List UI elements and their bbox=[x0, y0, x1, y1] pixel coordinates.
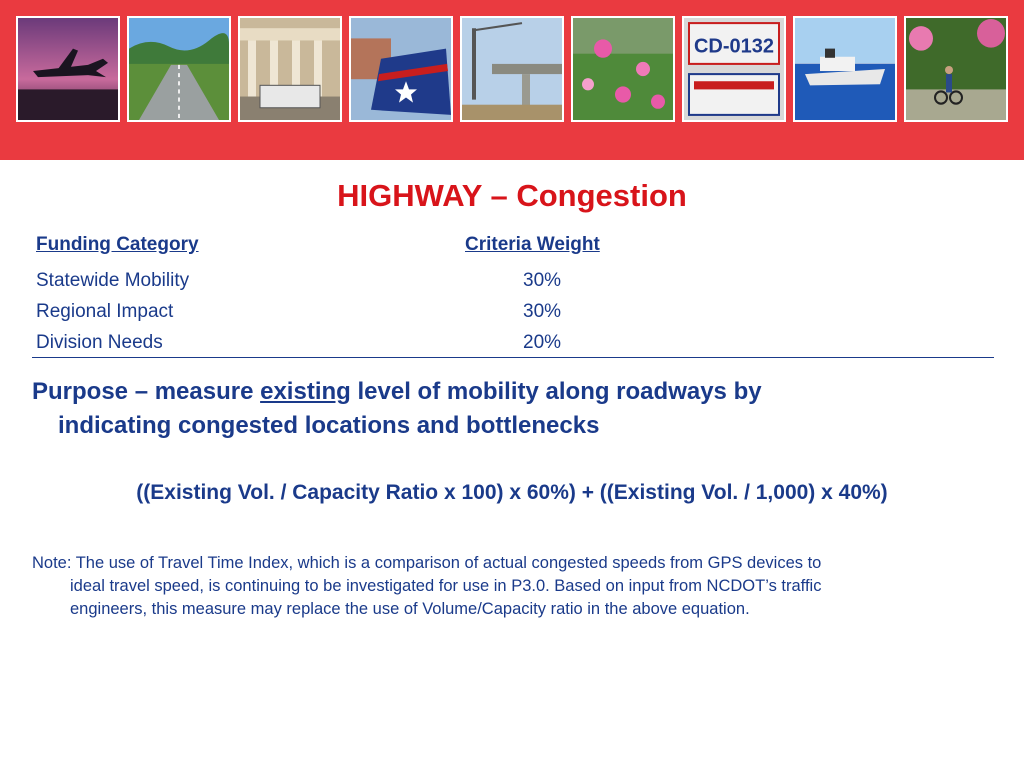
row-label-regional-impact: Regional Impact bbox=[36, 301, 174, 322]
row-label-statewide-mobility: Statewide Mobility bbox=[36, 270, 190, 291]
airplane-photo bbox=[16, 16, 120, 122]
train-photo bbox=[349, 16, 453, 122]
slide-title: HIGHWAY – Congestion bbox=[337, 178, 687, 213]
header-funding-category: Funding Category bbox=[36, 234, 199, 255]
license-plates-photo bbox=[682, 16, 786, 122]
highway-photo bbox=[127, 16, 231, 122]
purpose-line-2: indicating congested locations and bottlenecks bbox=[58, 412, 600, 439]
row-value-statewide-mobility: 30% bbox=[523, 270, 562, 291]
header-criteria-weight: Criteria Weight bbox=[465, 234, 600, 255]
note-line-3: engineers, this measure may replace the use of Volume/Capacity ratio in the above equation. bbox=[70, 600, 750, 618]
cyclists-photo bbox=[904, 16, 1008, 122]
table-divider bbox=[32, 357, 994, 358]
bus-station-photo bbox=[238, 16, 342, 122]
row-value-division-needs: 20% bbox=[523, 332, 562, 353]
note bbox=[32, 552, 1002, 621]
ferry-photo bbox=[793, 16, 897, 122]
bridge-construction-photo bbox=[460, 16, 564, 122]
purpose-suffix: level of mobility along roadways by bbox=[350, 378, 762, 405]
purpose-emphasis: existing bbox=[260, 378, 351, 405]
purpose-prefix: Purpose – measure bbox=[32, 378, 261, 405]
purpose-statement bbox=[32, 375, 992, 443]
svg-text:CD-0132: CD-0132 bbox=[694, 35, 774, 58]
row-value-regional-impact: 30% bbox=[523, 301, 562, 322]
formula: ((Existing Vol. / Capacity Ratio x 100) x 60%) + ((Existing Vol. / 1,000) x 40%) bbox=[136, 481, 888, 504]
note-line-1: Note: The use of Travel Time Index, which is a comparison of actual congested speeds from GPS devices to bbox=[32, 554, 822, 572]
row-label-division-needs: Division Needs bbox=[36, 332, 163, 353]
note-line-2: ideal travel speed, is continuing to be investigated for use in P3.0. Based on input from NCDOT’s traffic bbox=[70, 577, 822, 595]
header-banner bbox=[0, 0, 1024, 160]
wildflowers-photo bbox=[571, 16, 675, 122]
